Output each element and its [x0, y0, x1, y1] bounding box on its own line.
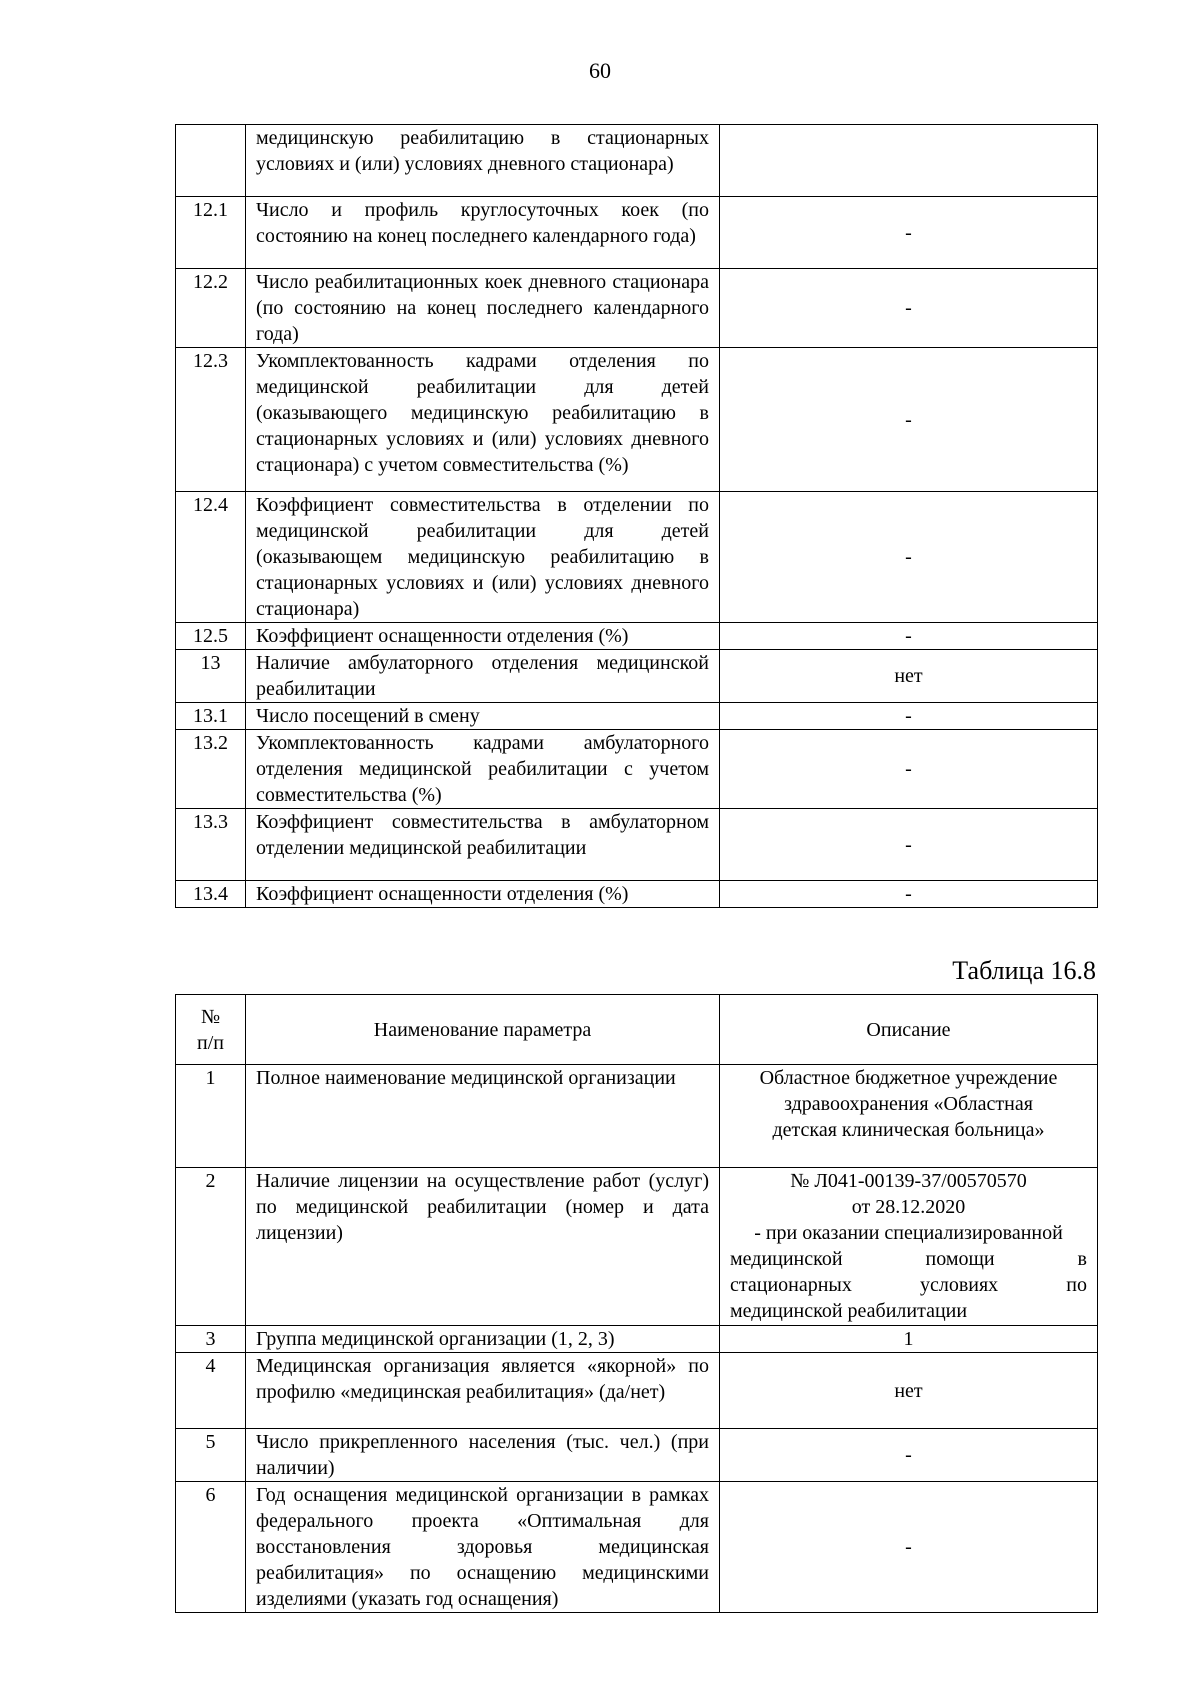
table-continued: [175, 124, 1098, 908]
table-16-8: [175, 994, 1098, 1613]
table-row: [176, 269, 1098, 348]
table-caption: Таблица 16.8: [952, 956, 1096, 985]
row-number: 2: [176, 1168, 246, 1326]
row-number: 12.5: [176, 623, 246, 650]
row-number: 13.1: [176, 703, 246, 730]
table-row: [176, 650, 1098, 703]
parameter-value: [720, 1065, 1098, 1168]
parameter-value: нет: [720, 1353, 1098, 1429]
row-number: 12.1: [176, 197, 246, 269]
license-note: стационарных условиях по: [730, 1274, 1087, 1296]
table-row: [176, 1065, 1098, 1168]
parameter-value: -: [720, 348, 1098, 492]
table-row: [176, 730, 1098, 809]
row-number: 1: [176, 1065, 246, 1168]
header-number-line1: №: [200, 1005, 221, 1028]
table-row: [176, 1353, 1098, 1429]
parameter-value: -: [720, 809, 1098, 881]
table-row: [176, 1326, 1098, 1353]
parameter-name: Полное наименование медицинской организации: [246, 1065, 720, 1168]
value-line: детская клиническая больница»: [772, 1119, 1045, 1141]
row-number: 6: [176, 1482, 246, 1613]
parameter-value: -: [720, 623, 1098, 650]
table-row: [176, 125, 1098, 197]
parameter-name: Коэффициент совместительства в отделении по медицинской реабилитации для детей (оказывающем медицинскую реабилитацию в стационарных условиях и (или) условиях дневного стационара): [246, 492, 720, 623]
parameter-value: -: [720, 730, 1098, 809]
parameter-name: Число и профиль круглосуточных коек (по состоянию на конец последнего календарного года): [246, 197, 720, 269]
row-number: 12.2: [176, 269, 246, 348]
parameter-value: нет: [720, 650, 1098, 703]
parameter-name: Коэффициент оснащенности отделения (%): [246, 881, 720, 908]
row-number: 13: [176, 650, 246, 703]
parameter-value: -: [720, 1429, 1098, 1482]
license-note: медицинской помощи в: [730, 1248, 1087, 1270]
parameter-name: Коэффициент совместительства в амбулаторном отделении медицинской реабилитации: [246, 809, 720, 881]
parameter-name: Год оснащения медицинской организации в рамках федерального проекта «Оптимальная для восстановления здоровья медицинская реабилитация» по оснащению медицинскими изделиями (указать год оснащения): [246, 1482, 720, 1613]
table-row: [176, 1429, 1098, 1482]
parameter-name: Число реабилитационных коек дневного стационара (по состоянию на конец последнего календарного года): [246, 269, 720, 348]
license-date: от 28.12.2020: [851, 1196, 966, 1218]
parameter-name: Медицинская организация является «якорной» по профилю «медицинская реабилитация» (да/нет): [246, 1353, 720, 1429]
parameter-value: -: [720, 269, 1098, 348]
table-row: [176, 348, 1098, 492]
parameter-name: Коэффициент оснащенности отделения (%): [246, 623, 720, 650]
parameter-value: -: [720, 881, 1098, 908]
row-number: 12.4: [176, 492, 246, 623]
row-number: 5: [176, 1429, 246, 1482]
parameter-name: Число прикрепленного населения (тыс. чел.) (при наличии): [246, 1429, 720, 1482]
parameter-name: Число посещений в смену: [246, 703, 720, 730]
table-row: [176, 703, 1098, 730]
table-row: [176, 1168, 1098, 1326]
parameter-name: Наличие лицензии на осуществление работ (услуг) по медицинской реабилитации (номер и дата лицензии): [246, 1168, 720, 1326]
parameter-value: 1: [720, 1326, 1098, 1353]
header-parameter: Наименование параметра: [246, 995, 720, 1065]
license-note: - при оказании специализированной: [754, 1222, 1063, 1244]
row-number: 13.4: [176, 881, 246, 908]
value-line: здравоохранения «Областная: [784, 1093, 1033, 1115]
parameter-name: Наличие амбулаторного отделения медицинской реабилитации: [246, 650, 720, 703]
row-number: 4: [176, 1353, 246, 1429]
table-row: [176, 197, 1098, 269]
row-number: 12.3: [176, 348, 246, 492]
page-number: 60: [589, 58, 611, 83]
parameter-name: Группа медицинской организации (1, 2, 3): [246, 1326, 720, 1353]
parameter-value: -: [720, 197, 1098, 269]
parameter-value: [720, 1168, 1098, 1326]
row-number: 3: [176, 1326, 246, 1353]
header-description: Описание: [720, 995, 1098, 1065]
parameter-value: [720, 125, 1098, 197]
row-number: [176, 125, 246, 197]
table-row: [176, 881, 1098, 908]
table-header-row: [176, 995, 1098, 1065]
row-number: 13.3: [176, 809, 246, 881]
row-number: 13.2: [176, 730, 246, 809]
license-note: медицинской реабилитации: [730, 1300, 968, 1322]
parameter-value: -: [720, 492, 1098, 623]
header-number-line2: п/п: [197, 1031, 224, 1054]
license-number: № Л041-00139-37/00570570: [790, 1170, 1027, 1192]
parameter-value: -: [720, 1482, 1098, 1613]
parameter-name: медицинскую реабилитацию в стационарных условиях и (или) условиях дневного стационара): [246, 125, 720, 197]
parameter-value: -: [720, 703, 1098, 730]
table-row: [176, 492, 1098, 623]
value-line: Областное бюджетное учреждение: [759, 1067, 1058, 1089]
parameter-name: Укомплектованность кадрами отделения по медицинской реабилитации для детей (оказывающего медицинскую реабилитацию в стационарных условиях и (или) условиях дневного стационара) с учетом совместительства (%): [246, 348, 720, 492]
parameter-name: Укомплектованность кадрами амбулаторного отделения медицинской реабилитации с учетом совместительства (%): [246, 730, 720, 809]
header-number: [176, 995, 246, 1065]
table-row: [176, 623, 1098, 650]
table-row: [176, 1482, 1098, 1613]
table-row: [176, 809, 1098, 881]
